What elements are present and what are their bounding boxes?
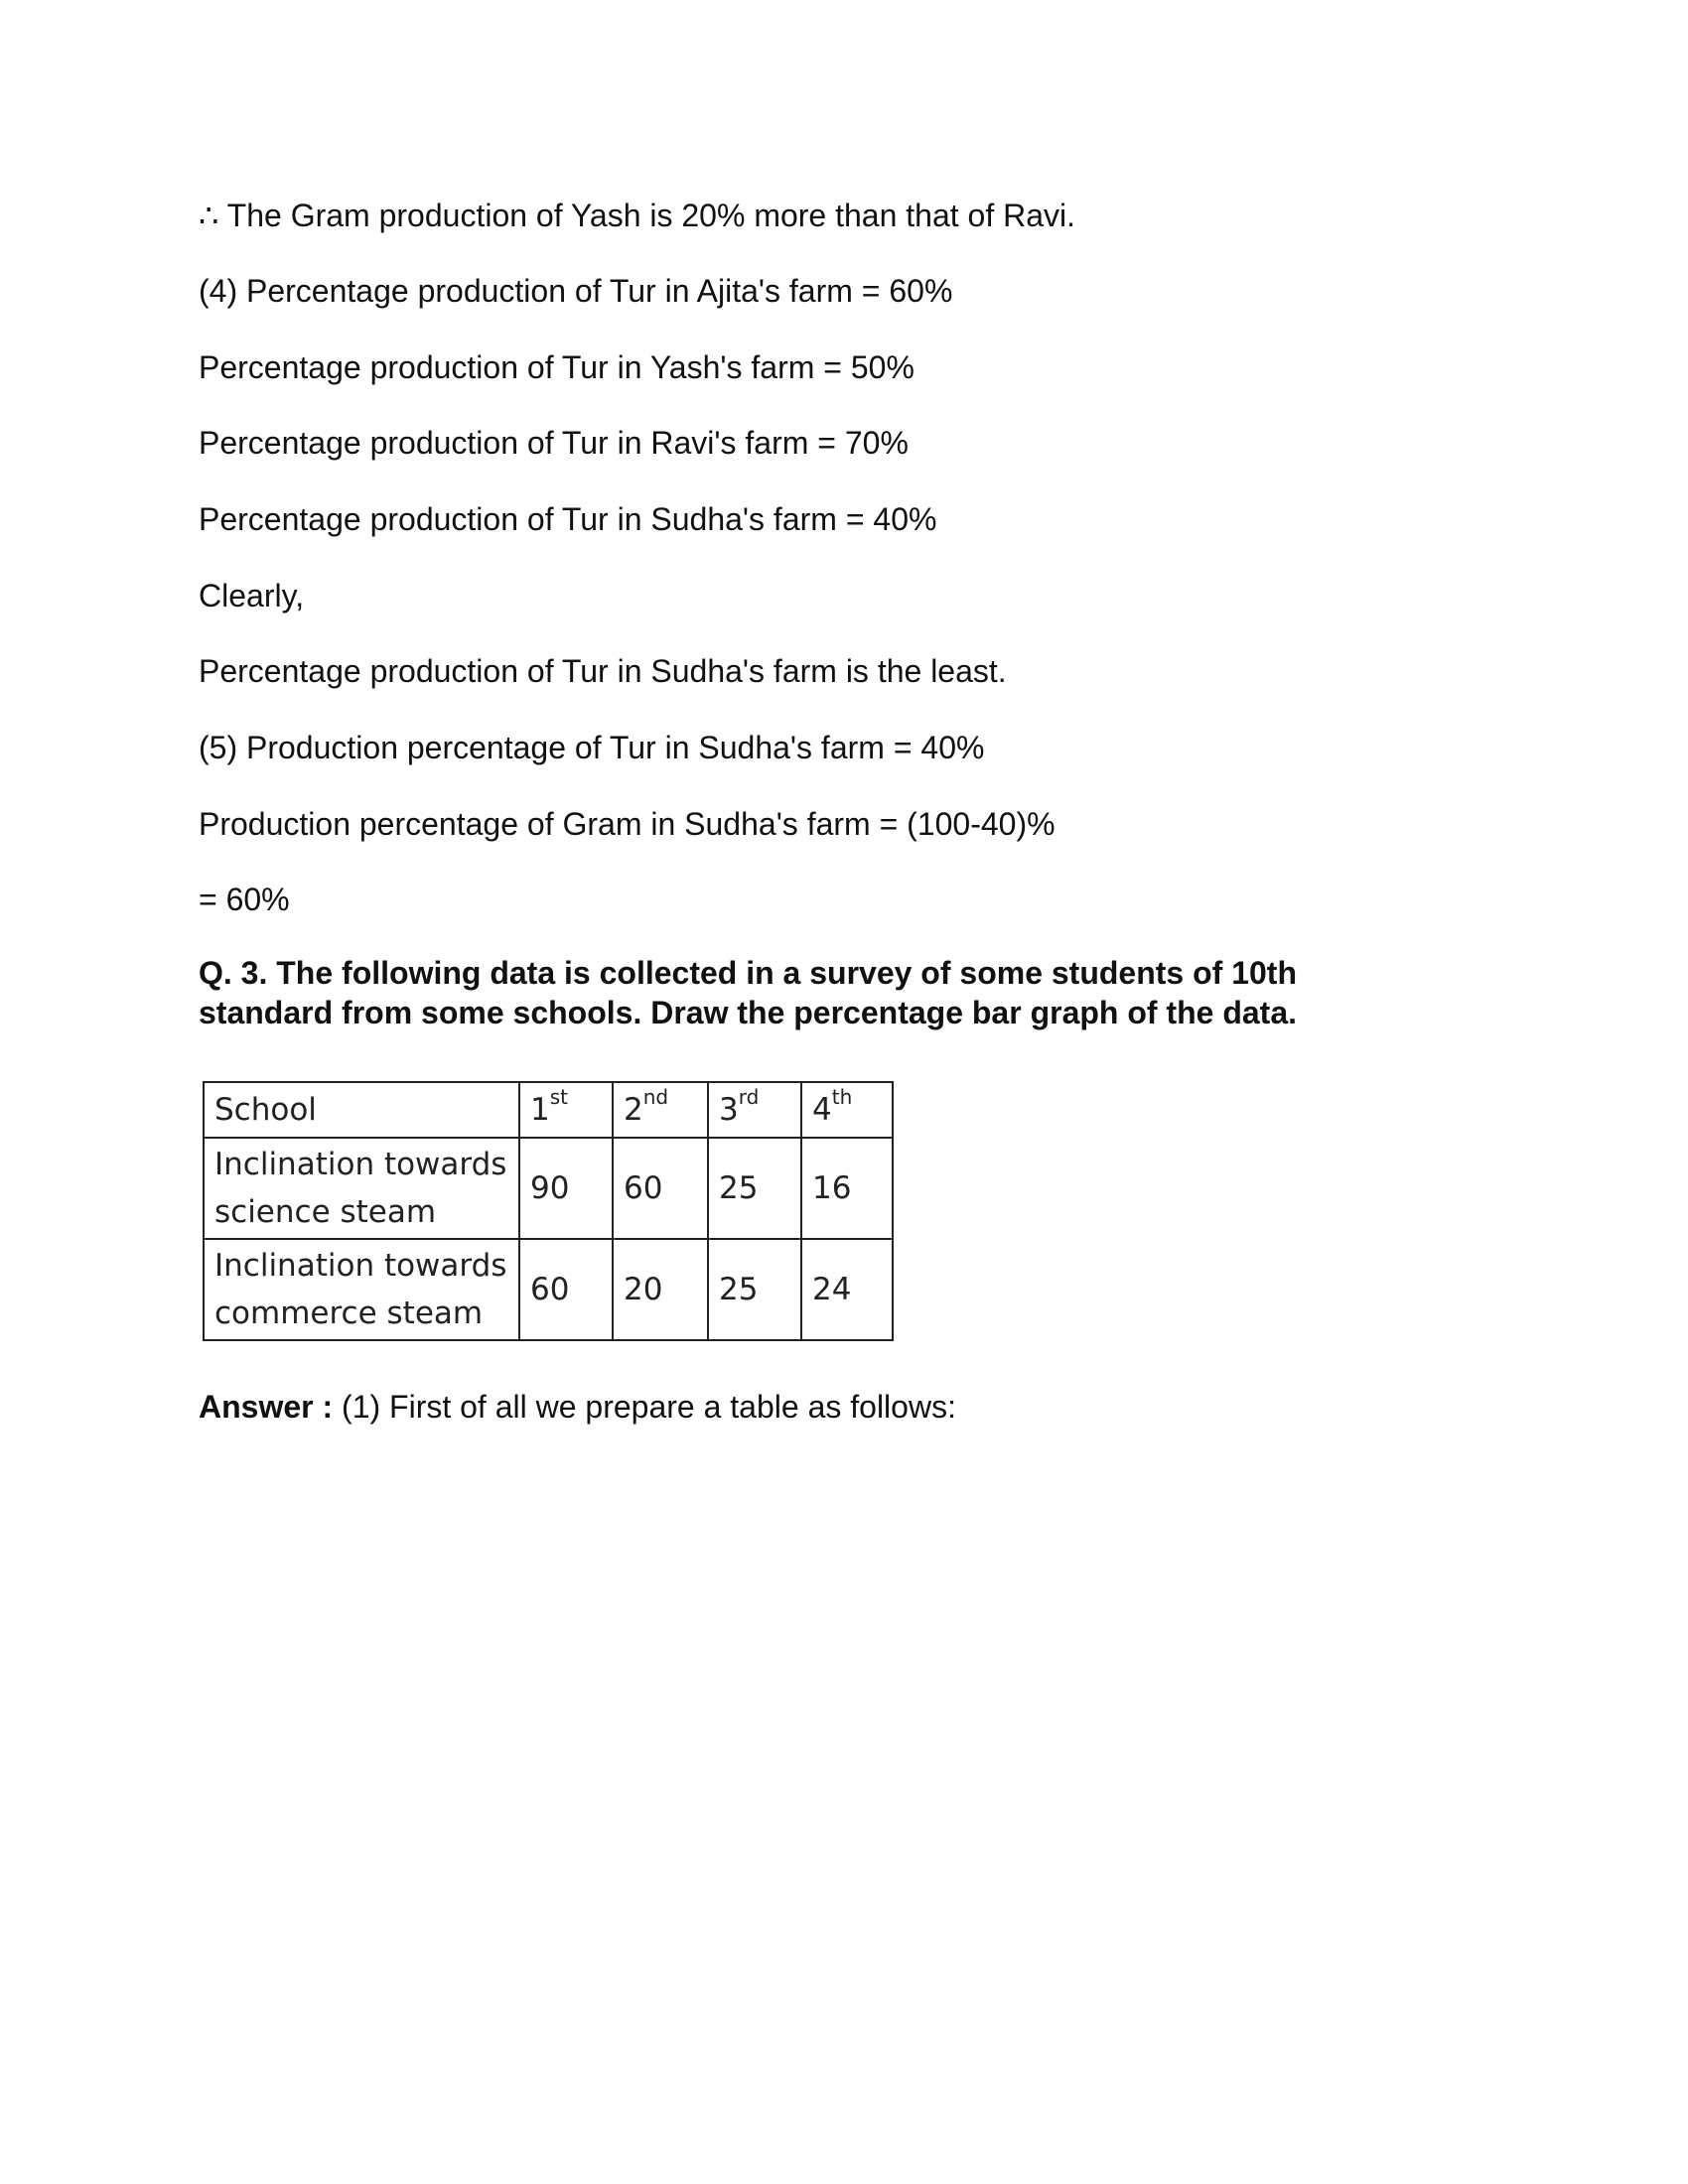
header-cell-4th (801, 1082, 893, 1138)
table-row (204, 1138, 893, 1239)
text-line: Percentage production of Tur in Sudha's farm is the least. (199, 653, 1007, 689)
row-label-cell (204, 1138, 519, 1239)
text-line: Production percentage of Gram in Sudha's farm = (100-40)% (199, 806, 1055, 842)
value-cell: 25 (708, 1239, 801, 1340)
header-num: 3 (719, 1092, 739, 1128)
text-line: Clearly, (199, 578, 305, 614)
text-line: Percentage production of Tur in Sudha's farm = 40% (199, 501, 937, 537)
row-label-line: science steam (214, 1194, 437, 1230)
value-cell: 60 (519, 1239, 613, 1340)
answer-line (199, 1387, 956, 1427)
value-cell: 90 (519, 1138, 613, 1239)
row-label-line: commerce steam (214, 1296, 484, 1331)
header-sup: nd (642, 1085, 669, 1109)
text-line: = 60% (199, 882, 290, 917)
header-num: 4 (812, 1092, 832, 1128)
row-label-line: Inclination towards (214, 1147, 507, 1182)
value-cell: 24 (801, 1239, 893, 1340)
value-cell: 16 (801, 1138, 893, 1239)
row-label-line: Inclination towards (214, 1248, 507, 1284)
survey-table (203, 1081, 894, 1341)
header-cell-1st (519, 1082, 613, 1138)
text-line: Percentage production of Tur in Ravi's farm = 70% (199, 425, 909, 461)
header-sup: st (549, 1085, 568, 1109)
row-label-cell (204, 1239, 519, 1340)
value-cell: 25 (708, 1138, 801, 1239)
question-line: standard from some schools. Draw the percentage bar graph of the data. (199, 995, 1298, 1030)
header-num: 1 (530, 1092, 550, 1128)
header-cell-2nd (613, 1082, 708, 1138)
question-line: Q. 3. The following data is collected in a survey of some students of 10th (199, 955, 1297, 991)
value-cell: 20 (613, 1239, 708, 1340)
header-sup: rd (738, 1085, 760, 1109)
header-num: 2 (624, 1092, 643, 1128)
header-cell-school: School (204, 1082, 519, 1138)
text-line: Percentage production of Tur in Yash's farm = 50% (199, 349, 914, 385)
text-line: (4) Percentage production of Tur in Ajita's farm = 60% (199, 273, 953, 309)
text-line: ∴ The Gram production of Yash is 20% more than that of Ravi. (199, 198, 1076, 233)
question-heading (199, 953, 1297, 1032)
answer-text: (1) First of all we prepare a table as follows: (333, 1389, 956, 1425)
answer-label: Answer : (199, 1389, 334, 1425)
value-cell: 60 (613, 1138, 708, 1239)
table-header-row (204, 1082, 893, 1138)
text-line: (5) Production percentage of Tur in Sudha's farm = 40% (199, 730, 985, 765)
table-row (204, 1239, 893, 1340)
header-sup: th (831, 1085, 853, 1109)
header-cell-3rd (708, 1082, 801, 1138)
